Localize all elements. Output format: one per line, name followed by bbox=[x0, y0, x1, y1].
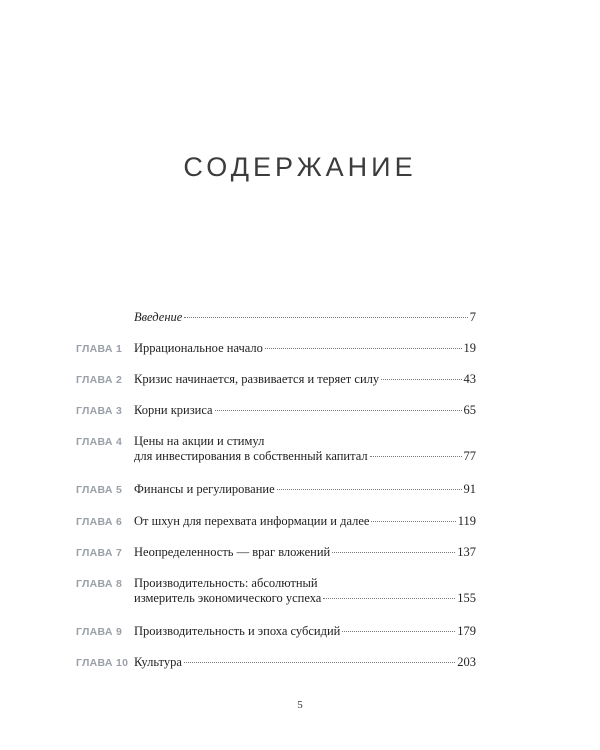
footer-page-number: 5 bbox=[297, 699, 303, 711]
chapter-title-line-1: Производительность: абсолютный bbox=[134, 576, 318, 590]
toc-entry-chapter-4[interactable] bbox=[76, 434, 476, 464]
chapter-title: Корни кризиса bbox=[134, 403, 213, 417]
chapter-label: ГЛАВА 10 bbox=[76, 657, 129, 669]
dot-leader bbox=[323, 598, 455, 599]
toc-entry-chapter-7[interactable] bbox=[76, 545, 476, 560]
intro-page-number: 7 bbox=[469, 310, 476, 324]
toc-entry-chapter-8[interactable] bbox=[76, 576, 476, 606]
chapter-title: Неопределенность — враг вложений bbox=[134, 545, 331, 559]
toc-entry-intro[interactable] bbox=[76, 310, 476, 325]
chapter-title: Финансы и регулирование bbox=[134, 482, 275, 496]
chapter-label: ГЛАВА 2 bbox=[76, 374, 123, 386]
chapter-page-number: 43 bbox=[463, 372, 476, 386]
toc-entry-chapter-5[interactable] bbox=[76, 482, 476, 497]
chapter-label: ГЛАВА 5 bbox=[76, 484, 123, 496]
dot-leader bbox=[184, 317, 467, 318]
dot-leader bbox=[371, 521, 455, 522]
dot-leader bbox=[342, 631, 455, 632]
page-title: СОДЕРЖАНИЕ bbox=[183, 152, 417, 182]
chapter-title: Кризис начинается, развивается и теряет силу bbox=[134, 372, 380, 386]
chapter-page-number: 19 bbox=[463, 341, 476, 355]
dot-leader bbox=[332, 552, 455, 553]
chapter-page-number: 91 bbox=[463, 482, 476, 496]
toc-entry-chapter-3[interactable] bbox=[76, 403, 476, 418]
chapter-page-number: 203 bbox=[457, 655, 476, 669]
toc-entry-chapter-6[interactable] bbox=[76, 514, 476, 529]
chapter-page-number: 77 bbox=[463, 449, 476, 463]
dot-leader bbox=[184, 662, 455, 663]
dot-leader bbox=[277, 489, 462, 490]
chapter-label: ГЛАВА 4 bbox=[76, 436, 123, 448]
chapter-label: ГЛАВА 9 bbox=[76, 626, 123, 638]
toc-entry-chapter-1[interactable] bbox=[76, 341, 476, 356]
dot-leader bbox=[370, 456, 462, 457]
chapter-title: Культура bbox=[134, 655, 182, 669]
chapter-page-number: 137 bbox=[457, 545, 476, 559]
chapter-label: ГЛАВА 3 bbox=[76, 405, 123, 417]
chapter-label-empty bbox=[76, 310, 134, 312]
chapter-page-number: 155 bbox=[457, 591, 476, 605]
toc-entry-chapter-2[interactable] bbox=[76, 372, 476, 387]
dot-leader bbox=[265, 348, 462, 349]
dot-leader bbox=[215, 410, 462, 411]
chapter-page-number: 65 bbox=[463, 403, 476, 417]
chapter-title: От шхун для перехвата информации и далее bbox=[134, 514, 370, 528]
chapter-label: ГЛАВА 6 bbox=[76, 516, 123, 528]
chapter-page-number: 119 bbox=[457, 514, 476, 528]
chapter-label: ГЛАВА 1 bbox=[76, 343, 123, 355]
chapter-title-line-2: измеритель экономического успеха bbox=[134, 591, 322, 605]
intro-title: Введение bbox=[134, 310, 183, 324]
toc-entry-chapter-10[interactable] bbox=[76, 655, 476, 670]
chapter-title: Иррациональное начало bbox=[134, 341, 263, 355]
toc-entry-chapter-9[interactable] bbox=[76, 624, 476, 639]
chapter-title: Производительность и эпоха субсидий bbox=[134, 624, 341, 638]
chapter-title-line-1: Цены на акции и стимул bbox=[134, 434, 265, 448]
chapter-title-line-2: для инвестирования в собственный капитал bbox=[134, 449, 368, 463]
chapter-page-number: 179 bbox=[457, 624, 476, 638]
chapter-label: ГЛАВА 7 bbox=[76, 547, 123, 559]
dot-leader bbox=[381, 379, 461, 380]
chapter-label: ГЛАВА 8 bbox=[76, 578, 123, 590]
